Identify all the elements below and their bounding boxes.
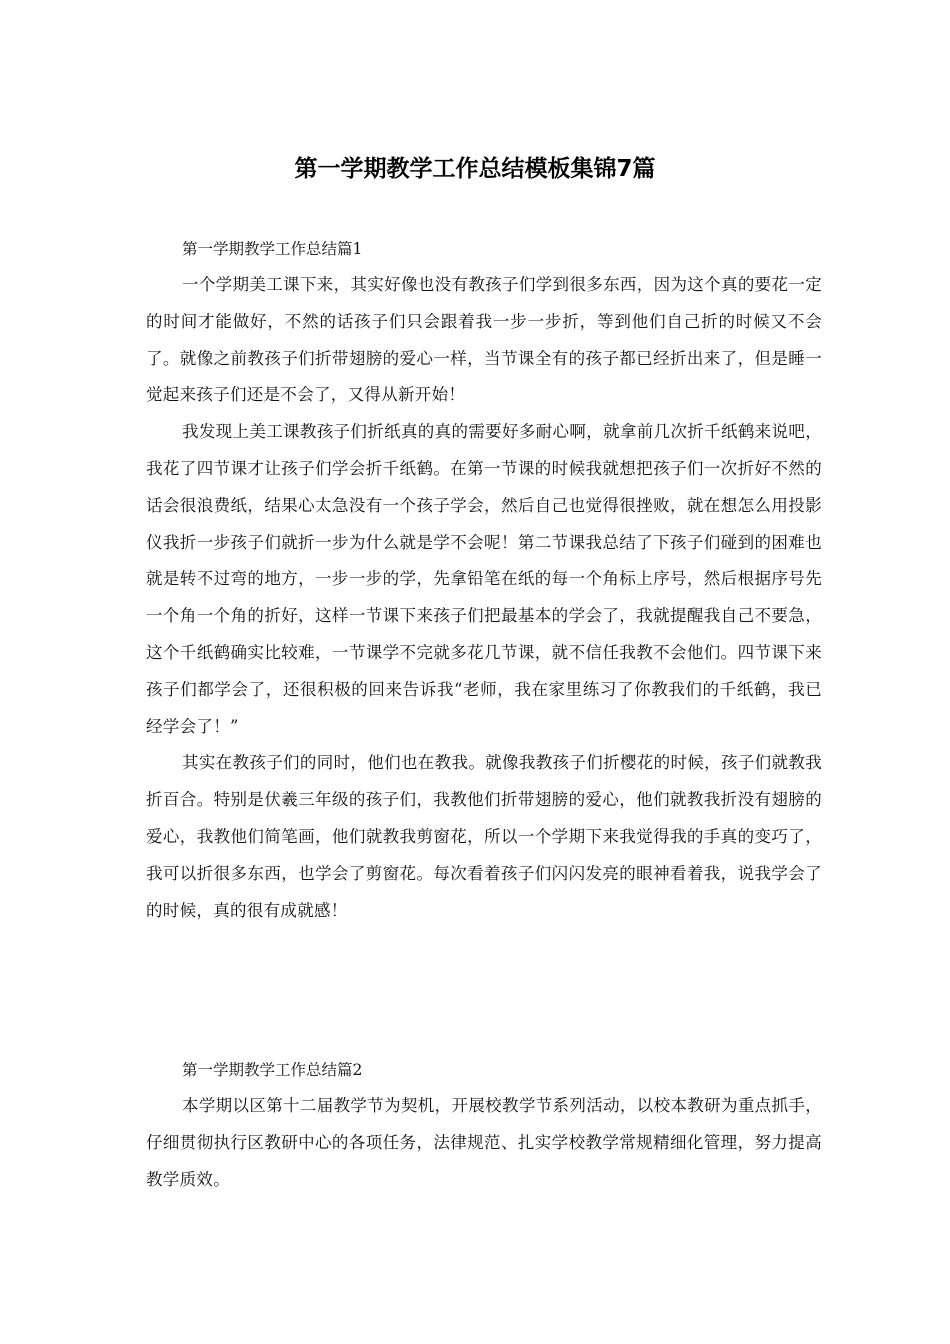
paragraph: 一个学期美工课下来，其实好像也没有教孩子们学到很多东西，因为这个真的要花一定的时间才能做好，不然的话孩子们只会跟着我一步一步折，等到他们自己折的时候又不会了。就像之前教孩子们折带翅膀的爱心一样，当节课全有的孩子都已经折出来了，但是睡一觉起来孩子们还是不会了，又得从新开始！	[146, 275, 822, 405]
section-1	[146, 231, 822, 929]
paragraph: 其实在教孩子们的同时，他们也在教我。就像我教孩子们折樱花的时候，孩子们就教我折百合。特别是伏羲三年级的孩子们，我教他们折带翅膀的爱心，他们就教我折没有翅膀的爱心，我教他们简笔画，他们就教我剪窗花，所以一个学期下来我觉得我的手真的变巧了，我可以折很多东西，也学会了剪窗花。每次看着孩子们闪闪发亮的眼神看着我，说我学会了的时候，真的很有成就感！	[146, 753, 822, 920]
section-2	[146, 1052, 822, 1198]
paragraph: 本学期以区第十二届教学节为契机，开展校教学节系列活动，以校本教研为重点抓手，仔细贯彻执行区教研中心的各项任务，法律规范、扎实学校教学常规精细化管理，努力提高教学质效。	[146, 1096, 822, 1189]
section-heading: 第一学期教学工作总结篇1	[182, 240, 363, 258]
paragraph: 我发现上美工课教孩子们折纸真的真的需要好多耐心啊，就拿前几次折千纸鹤来说吧，我花了四节课才让孩子们学会折千纸鹤。在第一节课的时候我就想把孩子们一次折好不然的话会很浪费纸，结果心太急没有一个孩子学会，然后自己也觉得很挫败，就在想怎么用投影仪我折一步孩子们就折一步为什么就是学不会呢！第二节课我总结了下孩子们碰到的困难也就是转不过弯的地方，一步一步的学，先拿铅笔在纸的每一个角标上序号，然后根据序号先一个角一个角的折好，这样一节课下来孩子们把最基本的学会了，我就提醒我自己不要急，这个千纸鹤确实比较难，一节课学不完就多花几节课，就不信任我教不会他们。四节课下来孩子们都学会了，还很积极的回来告诉我“老师，我在家里练习了你教我们的千纸鹤，我已经学会了！”	[146, 422, 822, 736]
section-heading: 第一学期教学工作总结篇2	[182, 1061, 363, 1079]
document-title: 第一学期教学工作总结模板集锦7篇	[294, 156, 656, 182]
